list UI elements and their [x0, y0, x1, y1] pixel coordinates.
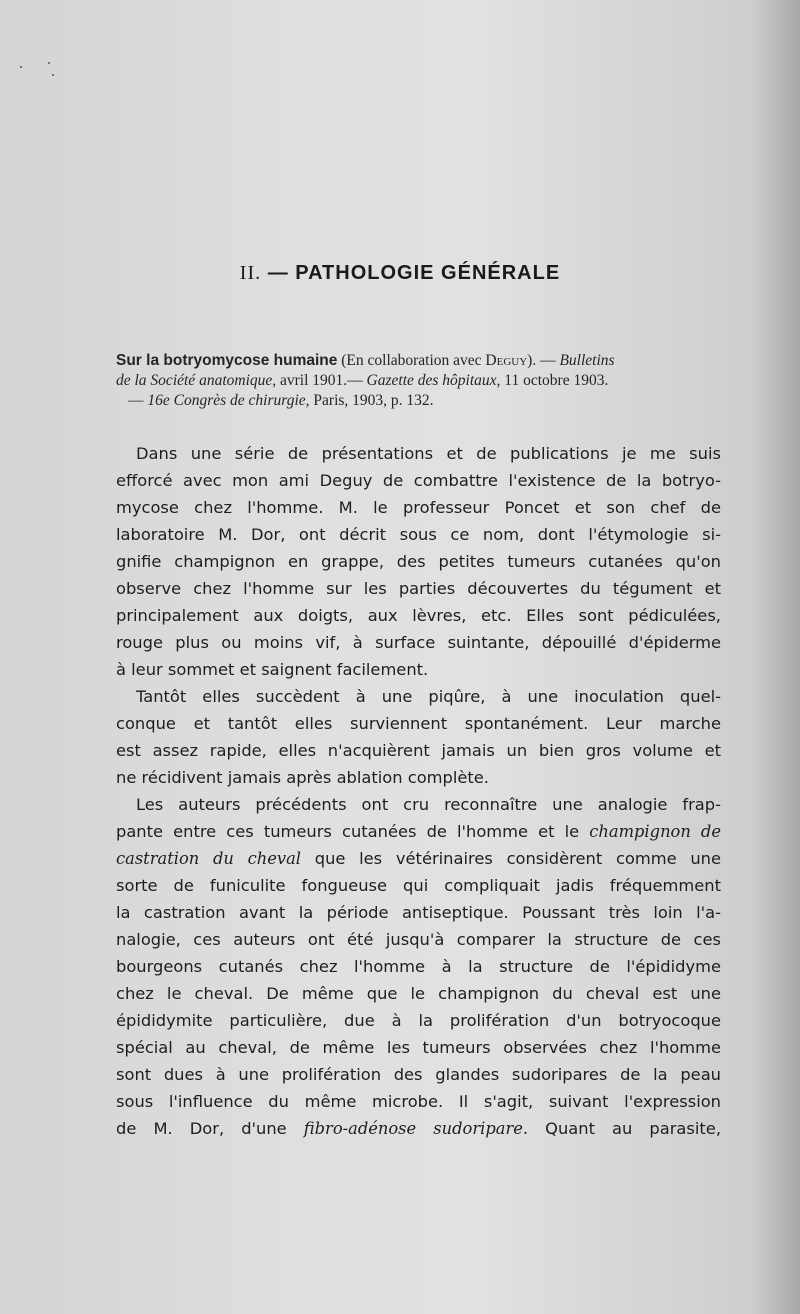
- reference-line: [116, 391, 721, 411]
- italic-term: champignon de: [589, 822, 721, 841]
- text-line: nalogie, ces auteurs ont été jusqu'à comparer la structure de ces: [116, 930, 721, 949]
- text-segment: que les vétérinaires considèrent comme une: [301, 849, 721, 868]
- text-line: gnifie champignon en grappe, des petites tumeurs cutanées qu'on: [116, 552, 721, 571]
- text-line: [116, 818, 721, 845]
- reference-date: avril 1901.—: [276, 372, 367, 389]
- section-heading: [0, 262, 800, 285]
- text-line: à leur sommet et saignent facilement.: [116, 660, 429, 679]
- bibliographic-reference: [116, 351, 721, 411]
- text-line: sous l'influence du même microbe. Il s'agit, suivant l'expression: [116, 1092, 721, 1111]
- text-line: conque et tantôt elles surviennent spontanément. Leur marche: [116, 714, 721, 733]
- text-line: Les auteurs précédents ont cru reconnaître une analogie frap-: [136, 795, 721, 814]
- section-heading-text: — PATHOLOGIE GÉNÉRALE: [267, 262, 561, 284]
- reference-title: Sur la botryomycose humaine: [116, 352, 338, 369]
- text-line: ne récidivent jamais après ablation complète.: [116, 768, 489, 787]
- reference-location: Paris, 1903, p. 132.: [309, 392, 434, 409]
- text-segment: pante entre ces tumeurs cutanées de l'homme et le: [116, 822, 590, 841]
- text-line: [116, 1115, 721, 1142]
- text-segment: Quant au parasite,: [528, 1119, 721, 1138]
- reference-journal: de la Société anatomique,: [116, 372, 277, 389]
- reference-journal: Gazette des hôpitaux,: [366, 372, 501, 389]
- text-line: bourgeons cutanés chez l'homme à la structure de l'épididyme: [116, 957, 721, 976]
- text-line: sont dues à une prolifération des glandes sudoripares de la peau: [116, 1065, 721, 1084]
- reference-text: (En collaboration avec: [337, 352, 486, 369]
- reference-journal: Bulletins: [559, 352, 615, 369]
- text-line: principalement aux doigts, aux lèvres, etc. Elles sont pédiculées,: [116, 606, 721, 625]
- reference-author: Deguy: [485, 352, 528, 369]
- text-line: épididymite particulière, due à la prolifération d'un botryocoque: [116, 1011, 721, 1030]
- text-line: Dans une série de présentations et de publications je me suis: [136, 444, 721, 463]
- text-line: Tantôt elles succèdent à une piqûre, à une inoculation quel-: [136, 687, 721, 706]
- section-numeral: II.: [239, 262, 262, 284]
- text-segment: de M. Dor, d'une: [116, 1119, 304, 1138]
- text-line: efforcé avec mon ami Deguy de combattre l'existence de la botryo-: [116, 471, 721, 490]
- text-line: spécial au cheval, de même les tumeurs observées chez l'homme: [116, 1038, 721, 1057]
- scan-speck: [20, 66, 22, 68]
- text-line: la castration avant la période antiseptique. Poussant très loin l'a-: [116, 903, 721, 922]
- italic-term: fibro-adénose sudoripare.: [303, 1119, 529, 1138]
- reference-congress: 16e Congrès de chirurgie,: [147, 392, 310, 409]
- scan-speck: [48, 62, 50, 64]
- reference-text: —: [128, 392, 148, 409]
- scan-speck: [52, 74, 54, 76]
- text-line: est assez rapide, elles n'acquièrent jamais un bien gros volume et: [116, 741, 721, 760]
- text-line: [116, 845, 721, 872]
- reference-line: [116, 371, 721, 391]
- body-text: [116, 440, 721, 1142]
- reference-date: 11 octobre 1903.: [500, 372, 609, 389]
- reference-line: [116, 351, 721, 371]
- text-line: rouge plus ou moins vif, à surface suintante, dépouillé d'épiderme: [116, 633, 721, 652]
- text-line: chez le cheval. De même que le champignon du cheval est une: [116, 984, 721, 1003]
- text-line: mycose chez l'homme. M. le professeur Poncet et son chef de: [116, 498, 721, 517]
- reference-text: ). —: [527, 352, 560, 369]
- text-line: sorte de funiculite fongueuse qui compliquait jadis fréquemment: [116, 876, 721, 895]
- text-line: observe chez l'homme sur les parties découvertes du tégument et: [116, 579, 721, 598]
- italic-term: castration du cheval: [116, 849, 301, 868]
- text-line: laboratoire M. Dor, ont décrit sous ce nom, dont l'étymologie si-: [116, 525, 721, 544]
